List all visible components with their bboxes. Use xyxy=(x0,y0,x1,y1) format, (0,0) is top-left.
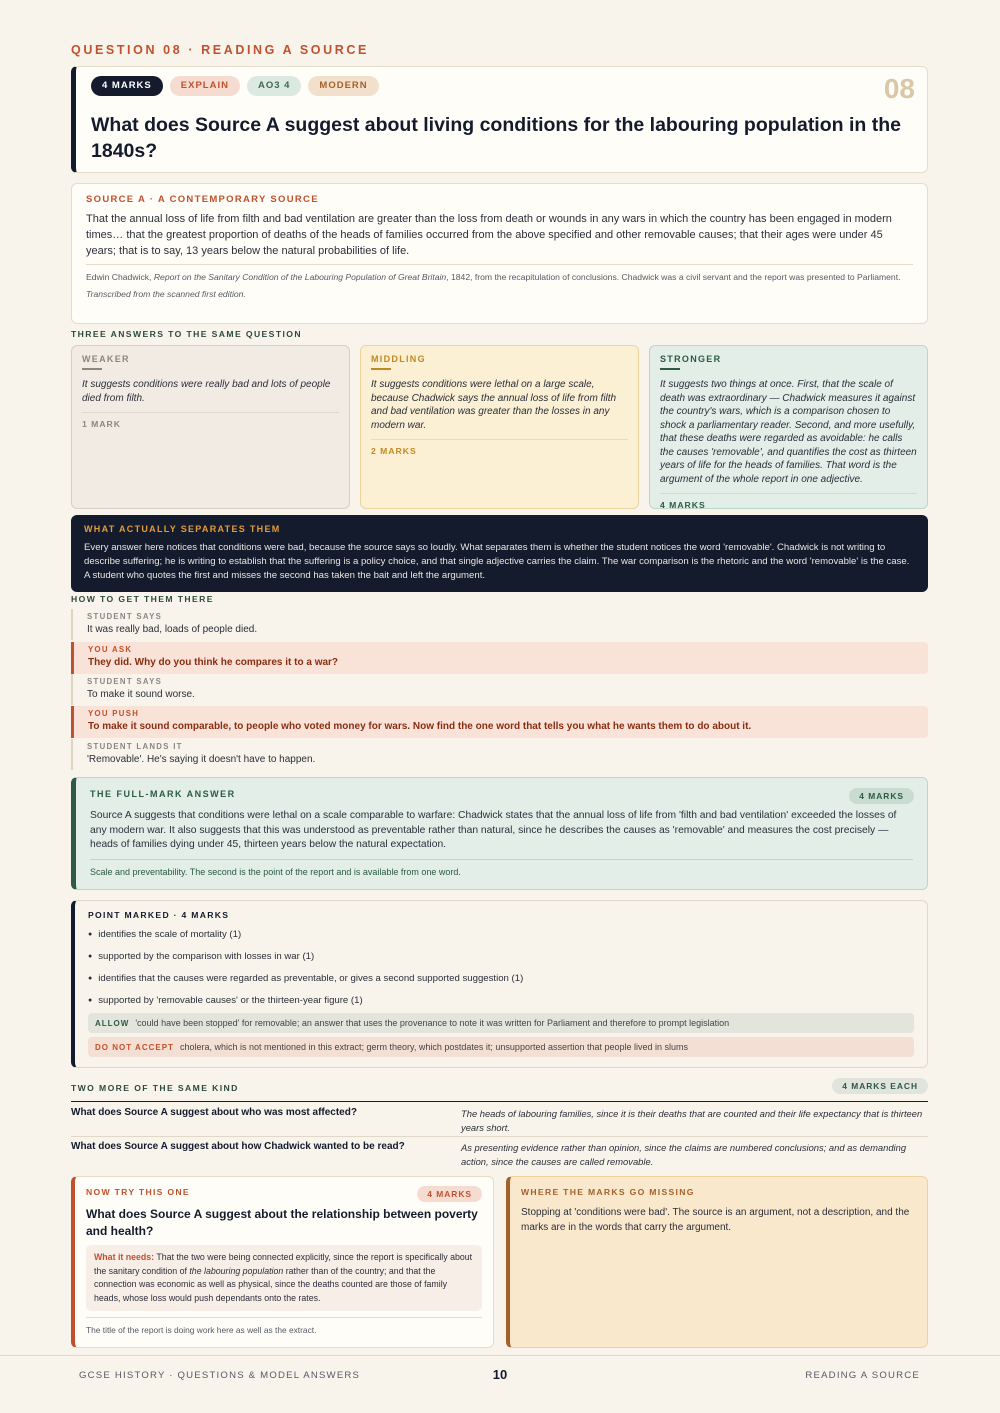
speaker-line: To make it sound worse. xyxy=(87,689,195,700)
footer-left: GCSE HISTORY · QUESTIONS & MODEL ANSWERS xyxy=(79,1370,361,1381)
speaker-label: STUDENT SAYS xyxy=(87,612,163,621)
question-card xyxy=(71,66,928,173)
label-rule xyxy=(660,368,680,370)
mark-point: ● supported by 'removable causes' or the thirteen-year figure (1) xyxy=(88,990,914,1012)
dialogue-turn-teacher xyxy=(71,642,928,674)
source-text: That the annual loss of life from filth and bad ventilation are greater than the loss from death or wounds in any wars in which the country has been engaged in modern times… that the greatest proportion of deaths of the heads of families occurred from the above specified and other removable causes; that their ages were under 45 years; that is to say, 13 years below the natural probabilities of life. xyxy=(86,213,892,257)
full-mark-answer xyxy=(71,777,928,890)
try-label: NOW TRY THIS ONE xyxy=(86,1187,190,1197)
more-question: What does Source A suggest about how Chadwick wanted to be read? xyxy=(71,1141,405,1152)
full-answer-label: THE FULL-MARK ANSWER xyxy=(90,789,236,799)
missing-text: Stopping at 'conditions were bad'. The source is an argument, not a description, and the marks are in the words that carry the argument. xyxy=(521,1207,910,1233)
answer-card-weaker xyxy=(71,345,350,509)
dialogue-turn xyxy=(71,609,928,640)
objective-tag: AO3 4 xyxy=(247,76,301,96)
dialogue-turn xyxy=(71,739,928,770)
more-questions-heading: TWO MORE OF THE SAME KIND xyxy=(71,1083,239,1093)
source-citation xyxy=(86,264,913,283)
allow-row xyxy=(88,1013,914,1033)
label-rule xyxy=(82,368,102,370)
dialogue-turn xyxy=(71,674,928,705)
marks-missing-card xyxy=(506,1176,928,1348)
separates-text: Every answer here notices that conditions were bad, because the source says so loudly. What separates them is whether the student notices the word 'removable'. Chadwick is not writing to describe suffering; he is writing to establish that the suffering is a policy choice, and that single adjective carries the claim. The war comparison is the rhetoric and the word 'removable' is the case. A student who quotes the first and misses the second has taken the bait and left the argument. xyxy=(84,542,910,581)
speaker-line: They did. Why do you think he compares it to a war? xyxy=(88,657,339,668)
answer-text: It suggests conditions were really bad and lots of people died from filth. xyxy=(82,378,339,413)
reject-text: cholera, which is not mentioned in this extract; germ theory, which postdates it; unsupported assertion that people lived in slums xyxy=(179,1042,689,1052)
mark-points xyxy=(88,924,914,1012)
try-note: The title of the report is doing work here as well as the extract. xyxy=(86,1317,482,1335)
separates-panel xyxy=(71,515,928,592)
mark-scheme-label: POINT MARKED · 4 MARKS xyxy=(88,910,230,920)
reject-row xyxy=(88,1037,914,1057)
reject-label: DO NOT ACCEPT xyxy=(95,1043,174,1052)
question-number: 08 xyxy=(883,73,915,104)
period-tag: MODERN xyxy=(308,76,378,96)
needs-emphasis: the labouring population xyxy=(189,1265,284,1276)
speaker-line: To make it sound comparable, to people who voted money for wars. Now find the one word that tells you what he wants them to do about it. xyxy=(88,721,752,732)
footer-right: READING A SOURCE xyxy=(805,1370,920,1381)
source-label: SOURCE A · A CONTEMPORARY SOURCE xyxy=(86,194,319,205)
source-card xyxy=(71,183,928,324)
needs-text-a: That the two were being connected explicitly, since the report is specifically about the sanitary condition of xyxy=(94,1252,473,1276)
needs-text-b: rather than of the country; and that the connection was economic as well as physical, since the deaths counted are those of family heads, whose loss would push dependants onto the rates. xyxy=(94,1265,448,1303)
answer-card-stronger xyxy=(649,345,928,509)
page-footer xyxy=(0,1355,1000,1413)
answer-label: WEAKER xyxy=(82,354,130,364)
more-question: What does Source A suggest about who was most affected? xyxy=(71,1107,357,1118)
mark-point: ● identifies the scale of mortality (1) xyxy=(88,924,914,946)
more-questions-marks: 4 MARKS EACH xyxy=(832,1078,928,1094)
dialogue-heading: HOW TO GET THEM THERE xyxy=(71,594,214,604)
answers-heading: THREE ANSWERS TO THE SAME QUESTION xyxy=(71,329,302,339)
what-it-needs xyxy=(86,1245,482,1311)
more-answer: As presenting evidence rather than opinion, since the claims are numbered conclusions; and as demanding action, since the causes are called removable. xyxy=(461,1142,907,1167)
answer-text: It suggests two things at once. First, that the scale of death was extraordinary — Chadwick measures it against the country's wars, which is a comparison chosen to shock a parliamentary reader. Second, and more usefully, that these deaths were regarded as avoidable: he calls the causes 'removable', and quantifies the cost as thirteen years of life for the heads of families. That word is the argument of the whole report in one adjective. xyxy=(660,378,917,494)
speaker-line: It was really bad, loads of people died. xyxy=(87,624,258,635)
speaker-label: YOU PUSH xyxy=(88,709,140,718)
mark-point: ● supported by the comparison with losses in war (1) xyxy=(88,946,914,968)
more-answer: The heads of labouring families, since it is their deaths that are counted and their life expectancy that is thirteen years short. xyxy=(461,1108,923,1133)
answer-label: STRONGER xyxy=(660,354,722,364)
more-question-row xyxy=(71,1103,928,1137)
more-questions-header xyxy=(71,1078,928,1102)
answer-marks: 2 MARKS xyxy=(371,446,417,456)
try-this-card xyxy=(71,1176,494,1348)
command-tag: EXPLAIN xyxy=(170,76,240,96)
source-note: Transcribed from the scanned first edition. xyxy=(86,289,246,299)
mark-scheme xyxy=(71,900,928,1068)
full-answer-text: Source A suggests that conditions were lethal on a scale comparable to warfare: Chadwick states that the annual loss of life from 'filth and bad ventilation' exceeded the losses of any modern war. It also suggests that this was understood as preventable rather than natural, since he describes the causes as 'removable' and measures the cost precisely — heads of families dying under 45, thirteen years below the natural expectation. xyxy=(90,810,897,850)
citation-author: Edwin Chadwick, xyxy=(86,272,154,282)
speaker-label: STUDENT SAYS xyxy=(87,677,163,686)
try-marks: 4 MARKS xyxy=(417,1186,482,1202)
answer-card-middling xyxy=(360,345,639,509)
allow-text: 'could have been stopped' for removable; an answer that uses the provenance to note it was written for Parliament and therefore to prompt legislation xyxy=(135,1018,730,1028)
needs-label: What it needs: xyxy=(94,1252,155,1262)
speaker-label: YOU ASK xyxy=(88,645,133,654)
label-rule xyxy=(371,368,391,370)
answer-label: MIDDLING xyxy=(371,354,426,364)
citation-rest: , 1842, from the recapitulation of conclusions. Chadwick was a civil servant and the report was presented to Parliament. xyxy=(446,272,901,282)
answer-text: It suggests conditions were lethal on a large scale, because Chadwick says the annual loss of life from filth and bad ventilation was greater than the losses in any modern war. xyxy=(371,378,628,440)
more-question-row xyxy=(71,1137,928,1171)
speaker-label: STUDENT LANDS IT xyxy=(87,742,183,751)
answer-marks: 1 MARK xyxy=(82,419,121,429)
separates-label: WHAT ACTUALLY SEPARATES THEM xyxy=(84,524,281,534)
mark-point: ● identifies that the causes were regarded as preventable, or gives a second supported suggestion (1) xyxy=(88,968,914,990)
page-kicker: QUESTION 08 · READING A SOURCE xyxy=(71,43,369,57)
missing-label: WHERE THE MARKS GO MISSING xyxy=(521,1187,695,1197)
page-number: 10 xyxy=(492,1367,508,1382)
question-title: What does Source A suggest about living conditions for the labouring population in the 1840s? xyxy=(91,114,901,162)
answer-marks: 4 MARKS xyxy=(660,500,706,510)
try-question: What does Source A suggest about the relationship between poverty and health? xyxy=(86,1207,478,1238)
dialogue-turn-teacher xyxy=(71,706,928,738)
citation-title: Report on the Sanitary Condition of the Labouring Population of Great Britain xyxy=(153,272,447,282)
full-answer-marks: 4 MARKS xyxy=(849,788,914,804)
marks-tag: 4 MARKS xyxy=(91,76,163,96)
full-answer-note: Scale and preventability. The second is the point of the report and is available from one word. xyxy=(90,859,913,877)
speaker-line: 'Removable'. He's saying it doesn't have to happen. xyxy=(87,754,316,765)
allow-label: ALLOW xyxy=(95,1019,130,1028)
question-tags xyxy=(91,76,379,96)
